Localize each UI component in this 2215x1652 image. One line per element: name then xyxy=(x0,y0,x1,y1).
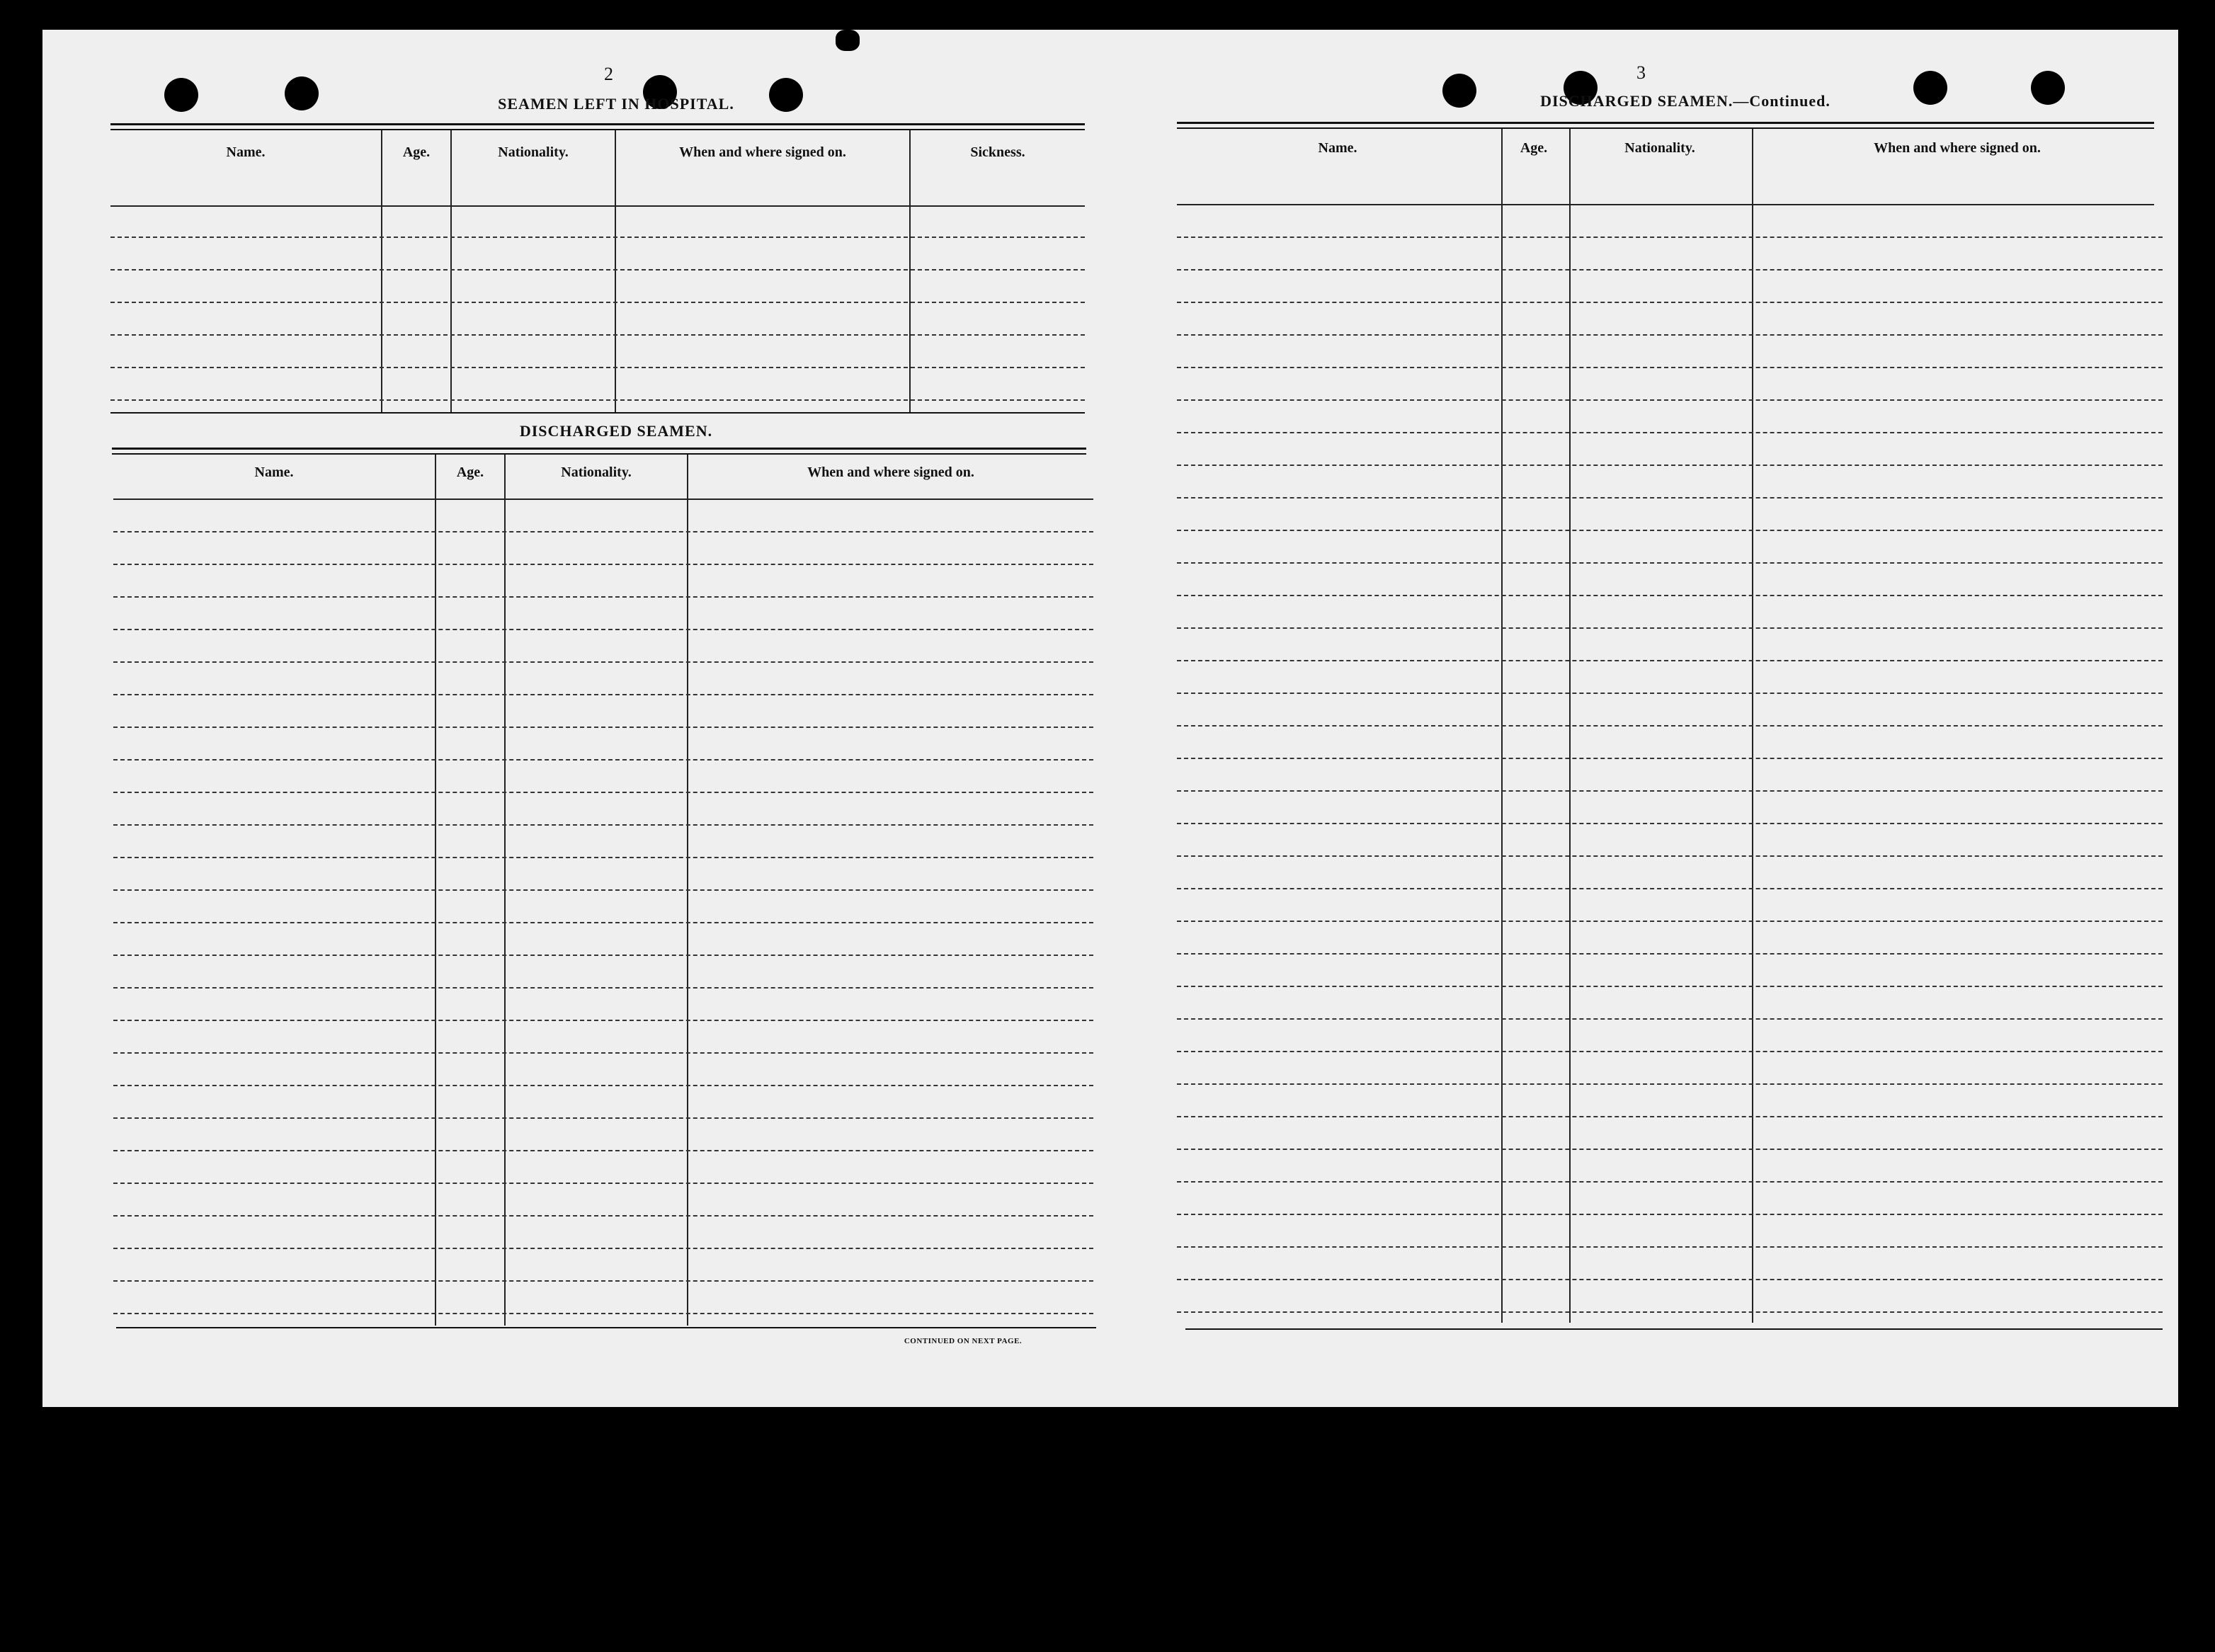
blank-entry-row xyxy=(113,1313,1093,1314)
footer-rule xyxy=(116,1327,1096,1328)
blank-entry-row xyxy=(113,596,1093,598)
blank-entry-row xyxy=(1177,497,2163,499)
header-rule xyxy=(110,123,1085,125)
header-underline xyxy=(110,205,1085,207)
blank-entry-row xyxy=(1177,367,2163,368)
column-header-signed-on: When and where signed on. xyxy=(1874,140,2041,156)
blank-entry-row xyxy=(1177,790,2163,792)
blank-entry-row xyxy=(1177,1018,2163,1020)
blank-entry-row xyxy=(110,237,1085,238)
blank-entry-row xyxy=(1177,1279,2163,1280)
blank-entry-row xyxy=(1177,1051,2163,1052)
blank-entry-row xyxy=(1177,888,2163,889)
continued-note: CONTINUED ON NEXT PAGE. xyxy=(904,1337,1023,1345)
blank-entry-row xyxy=(113,564,1093,565)
blank-entry-row xyxy=(113,694,1093,695)
blank-entry-row xyxy=(113,1052,1093,1054)
blank-entry-row xyxy=(1177,1311,2163,1313)
column-divider xyxy=(381,130,382,412)
blank-entry-row xyxy=(113,922,1093,923)
blank-entry-row xyxy=(113,1150,1093,1151)
blank-entry-row xyxy=(1177,1116,2163,1117)
blank-entry-row xyxy=(1177,855,2163,857)
binder-hole xyxy=(285,76,319,110)
blank-entry-row xyxy=(113,531,1093,532)
blank-entry-row xyxy=(113,1117,1093,1119)
blank-entry-row xyxy=(1177,334,2163,336)
column-header-age: Age. xyxy=(402,144,431,160)
blank-entry-row xyxy=(1177,921,2163,922)
blank-entry-row xyxy=(1177,1246,2163,1248)
blank-entry-row xyxy=(113,792,1093,793)
column-divider xyxy=(909,130,911,412)
column-header-age: Age. xyxy=(1520,140,1548,156)
blank-entry-row xyxy=(1177,725,2163,727)
blank-entry-row xyxy=(1177,1181,2163,1183)
blank-entry-row xyxy=(113,955,1093,956)
blank-entry-row xyxy=(1177,595,2163,596)
document-sheet xyxy=(42,30,2178,1407)
column-divider xyxy=(450,130,452,412)
column-header-nationality: Nationality. xyxy=(498,144,569,160)
blank-entry-row xyxy=(110,269,1085,270)
binder-hole xyxy=(2031,71,2065,105)
section-rule xyxy=(112,448,1086,450)
section-title-discharged: DISCHARGED SEAMEN. xyxy=(519,422,713,440)
blank-entry-row xyxy=(110,367,1085,368)
ink-blot xyxy=(836,30,860,51)
blank-entry-row xyxy=(113,1280,1093,1282)
blank-entry-row xyxy=(113,1183,1093,1184)
blank-entry-row xyxy=(1177,758,2163,759)
column-header-nationality: Nationality. xyxy=(1624,140,1695,156)
discharged-continued-table xyxy=(1177,129,2163,1323)
blank-entry-row xyxy=(110,334,1085,336)
footer-rule xyxy=(1185,1328,2163,1330)
blank-entry-row xyxy=(1177,530,2163,531)
section-title-discharged-continued: DISCHARGED SEAMEN.—Continued. xyxy=(1540,92,1830,110)
column-header-sickness: Sickness. xyxy=(970,144,1025,160)
blank-entry-row xyxy=(1177,986,2163,987)
blank-entry-row xyxy=(113,1085,1093,1086)
blank-entry-row xyxy=(1177,399,2163,401)
column-header-nationality: Nationality. xyxy=(561,465,632,480)
column-header-name: Name. xyxy=(254,465,294,480)
section-rule xyxy=(110,412,1085,414)
header-underline xyxy=(1177,204,2154,205)
blank-entry-row xyxy=(1177,237,2163,238)
blank-entry-row xyxy=(113,1020,1093,1021)
blank-entry-row xyxy=(113,987,1093,989)
column-header-signed-on: When and where signed on. xyxy=(807,465,974,480)
blank-entry-row xyxy=(113,857,1093,858)
hospital-table xyxy=(110,130,1085,412)
blank-entry-row xyxy=(113,1215,1093,1217)
blank-entry-row xyxy=(110,399,1085,401)
blank-entry-row xyxy=(1177,660,2163,661)
blank-entry-row xyxy=(113,824,1093,826)
blank-entry-row xyxy=(113,727,1093,728)
column-divider xyxy=(615,130,616,412)
blank-entry-row xyxy=(1177,562,2163,564)
blank-entry-row xyxy=(1177,1149,2163,1150)
column-header-name: Name. xyxy=(1318,140,1357,156)
blank-entry-row xyxy=(1177,823,2163,824)
blank-entry-row xyxy=(1177,693,2163,694)
blank-entry-row xyxy=(113,629,1093,630)
page-number: 3 xyxy=(1636,62,1646,83)
header-rule xyxy=(1177,122,2154,124)
blank-entry-row xyxy=(1177,432,2163,433)
binder-hole xyxy=(164,78,198,112)
section-title-hospital: SEAMEN LEFT IN HOSPITAL. xyxy=(498,95,734,113)
blank-entry-row xyxy=(1177,1214,2163,1215)
blank-entry-row xyxy=(110,302,1085,303)
column-header-age: Age. xyxy=(456,465,484,480)
blank-entry-row xyxy=(1177,302,2163,303)
blank-entry-row xyxy=(113,661,1093,663)
page-number: 2 xyxy=(604,64,614,84)
discharged-table xyxy=(113,455,1093,1326)
column-header-name: Name. xyxy=(226,144,266,160)
column-header-signed-on: When and where signed on. xyxy=(679,144,846,160)
header-underline xyxy=(113,499,1093,500)
blank-entry-row xyxy=(1177,1083,2163,1085)
blank-entry-row xyxy=(1177,953,2163,955)
blank-entry-row xyxy=(113,889,1093,891)
blank-entry-row xyxy=(113,1248,1093,1249)
blank-entry-row xyxy=(1177,465,2163,466)
blank-entry-row xyxy=(1177,627,2163,629)
blank-entry-row xyxy=(113,759,1093,761)
blank-entry-row xyxy=(1177,269,2163,270)
